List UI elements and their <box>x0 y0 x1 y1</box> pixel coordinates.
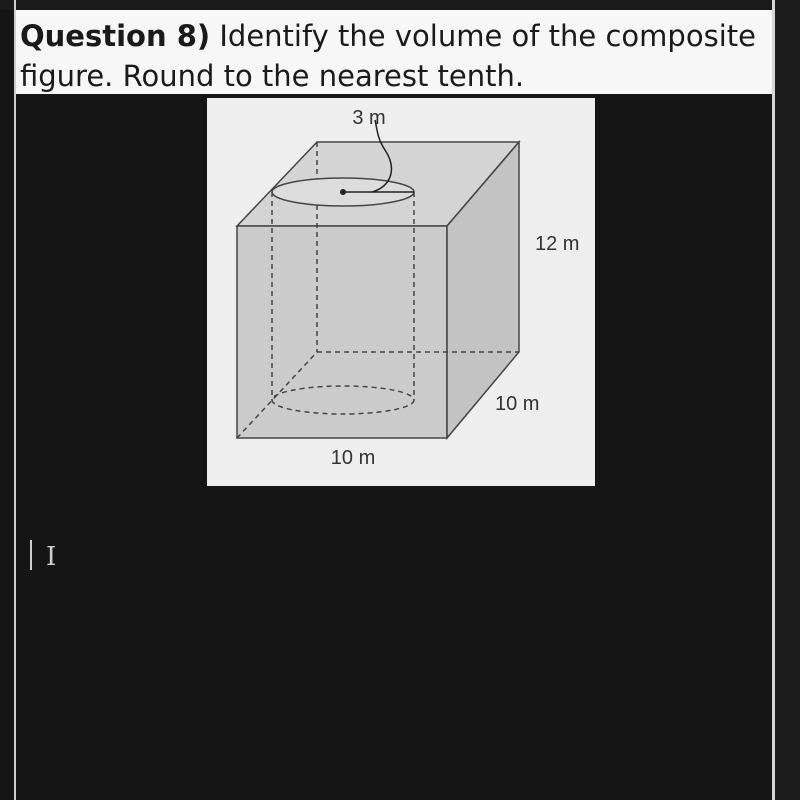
answer-input-area[interactable] <box>16 500 772 800</box>
screen-right-edge <box>775 0 800 800</box>
text-cursor-icon: I <box>46 542 57 572</box>
question-prompt-line2: figure. Round to the nearest tenth. <box>20 59 525 93</box>
prism-front-face <box>237 226 447 438</box>
text-caret <box>30 540 32 570</box>
width-label: 10 m <box>330 447 376 469</box>
figure-drawing <box>207 98 595 486</box>
radius-label: 3 m <box>352 107 386 129</box>
question-text <box>20 16 768 96</box>
question-prompt-line1: Identify the volume of the composite <box>219 19 756 53</box>
composite-figure <box>207 98 595 486</box>
question-number: Question 8) <box>20 19 211 53</box>
window-top-edge <box>0 0 800 10</box>
height-label: 12 m <box>535 233 580 255</box>
depth-label: 10 m <box>495 393 540 415</box>
